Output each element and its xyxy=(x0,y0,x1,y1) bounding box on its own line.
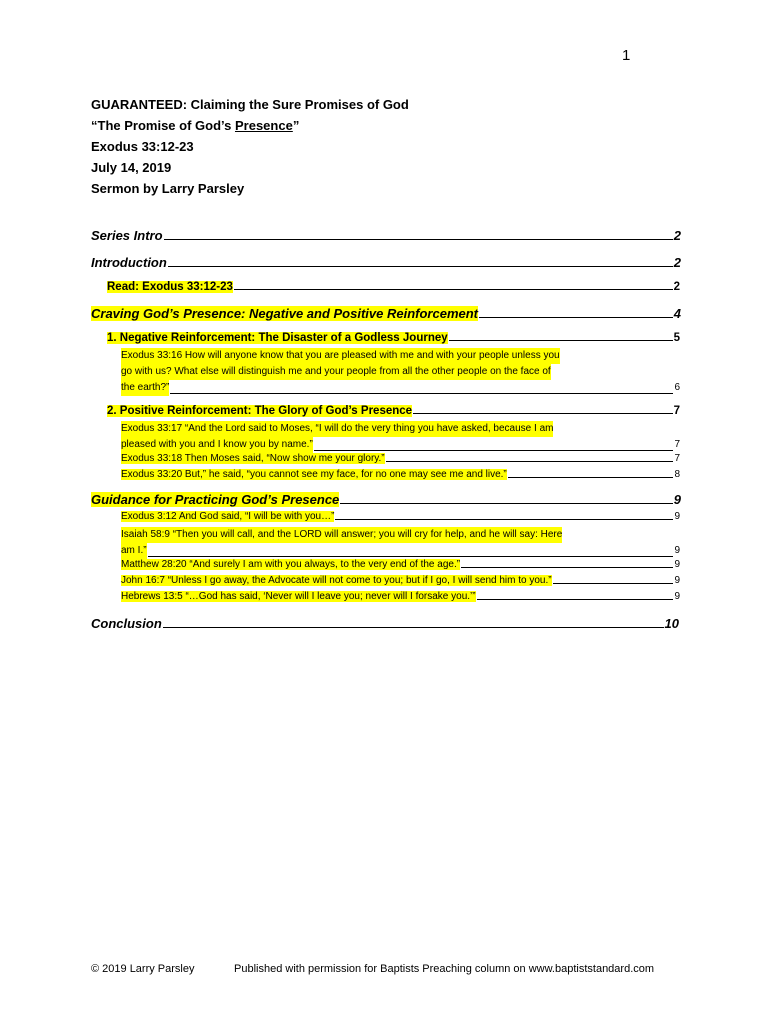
toc-entry-matthew-28-20[interactable]: Matthew 28:20 “And surely I am with you always, to the very end of the age.” 9 xyxy=(121,559,680,570)
leader-line xyxy=(449,340,673,341)
leader-line xyxy=(170,393,673,394)
scripture-reference: Exodus 33:12-23 xyxy=(91,139,194,154)
leader-line xyxy=(386,461,674,462)
leader-line xyxy=(335,519,673,520)
toc-entry-exodus-33-17[interactable]: Exodus 33:17 “And the Lord said to Moses, “I will do the very thing you have asked, because I am pleased with you and I know you by name.” 7 xyxy=(121,421,680,453)
leader-line xyxy=(340,503,672,504)
toc-entry-isaiah-58-9[interactable]: Isaiah 58:9 “Then you will call, and the LORD will answer; you will cry for help, and he will say: Here am I.” 9 xyxy=(121,527,680,559)
toc-page-number: 10 xyxy=(664,616,679,631)
leader-line xyxy=(163,627,664,628)
toc-entry-introduction[interactable]: Introduction 2 xyxy=(91,255,681,270)
toc-entry-guidance[interactable]: Guidance for Practicing God’s Presence 9 xyxy=(91,492,681,507)
sermon-author: Sermon by Larry Parsley xyxy=(91,181,245,196)
leader-line xyxy=(461,567,673,568)
toc-page-number: 4 xyxy=(673,306,681,321)
toc-page-number: 9 xyxy=(674,545,680,556)
toc-page-number: 2 xyxy=(673,255,681,270)
leader-line xyxy=(508,477,674,478)
leader-line xyxy=(477,599,674,600)
toc-page-number: 7 xyxy=(674,439,680,450)
toc-page-number: 9 xyxy=(674,591,680,602)
toc-entry-hebrews-13-5[interactable]: Hebrews 13:5 “…God has said, ‘Never will I leave you; never will I forsake you.’” 9 xyxy=(121,591,680,602)
toc-page-number: 5 xyxy=(673,332,680,344)
series-title: GUARANTEED: Claiming the Sure Promises of God xyxy=(91,97,409,112)
toc-entry-exodus-33-18[interactable]: Exodus 33:18 Then Moses said, “Now show me your glory.” 7 xyxy=(121,453,680,464)
toc-entry-craving[interactable]: Craving God’s Presence: Negative and Positive Reinforcement 4 xyxy=(91,306,681,321)
leader-line xyxy=(314,450,674,451)
toc-page-number: 9 xyxy=(674,575,680,586)
leader-line xyxy=(164,239,673,240)
toc-page-number: 7 xyxy=(674,453,680,464)
toc-page-number: 9 xyxy=(674,559,680,570)
leader-line xyxy=(479,317,673,318)
leader-line xyxy=(234,289,673,290)
toc-entry-conclusion[interactable]: Conclusion 10 xyxy=(91,616,679,631)
toc-entry-negative-reinforcement[interactable]: 1. Negative Reinforcement: The Disaster of a Godless Journey 5 xyxy=(107,332,680,344)
toc-entry-john-16-7[interactable]: John 16:7 “Unless I go away, the Advocate will not come to you; but if I go, I will send him to you.” 9 xyxy=(121,575,680,586)
footer-permission: Published with permission for Baptists Preaching column on www.baptiststandard.com xyxy=(234,963,655,975)
toc-page-number: 8 xyxy=(674,469,680,480)
toc-page-number: 2 xyxy=(673,228,681,243)
sermon-header xyxy=(91,94,409,199)
toc-entry-read[interactable]: Read: Exodus 33:12-23 2 xyxy=(107,281,680,293)
sermon-title-underlined: Presence xyxy=(234,118,293,133)
toc-entry-exodus-33-16[interactable]: Exodus 33:16 How will anyone know that you are pleased with me and with your people unless you go with us? What else will distinguish me and your people from all the other people on the face of the earth?” 6 xyxy=(121,348,680,396)
page-number: 1 xyxy=(622,47,631,64)
toc-page-number: 9 xyxy=(674,511,680,522)
leader-line xyxy=(413,413,673,414)
toc-entry-positive-reinforcement[interactable]: 2. Positive Reinforcement: The Glory of God’s Presence 7 xyxy=(107,405,680,417)
footer-copyright: © 2019 Larry Parsley xyxy=(91,963,195,975)
toc-page-number: 2 xyxy=(673,281,680,293)
toc-page-number: 9 xyxy=(673,492,681,507)
toc-entry-exodus-3-12[interactable]: Exodus 3:12 And God said, “I will be with you…” 9 xyxy=(121,511,680,522)
leader-line xyxy=(168,266,673,267)
leader-line xyxy=(553,583,674,584)
sermon-date: July 14, 2019 xyxy=(91,160,172,175)
sermon-title: “The Promise of God’s Presence” xyxy=(91,118,300,133)
toc-entry-series-intro[interactable]: Series Intro 2 xyxy=(91,228,681,243)
toc-page-number: 6 xyxy=(674,382,680,393)
leader-line xyxy=(148,556,674,557)
toc-page-number: 7 xyxy=(673,405,680,417)
toc-entry-exodus-33-20[interactable]: Exodus 33:20 But,” he said, “you cannot see my face, for no one may see me and live.” 8 xyxy=(121,469,680,480)
